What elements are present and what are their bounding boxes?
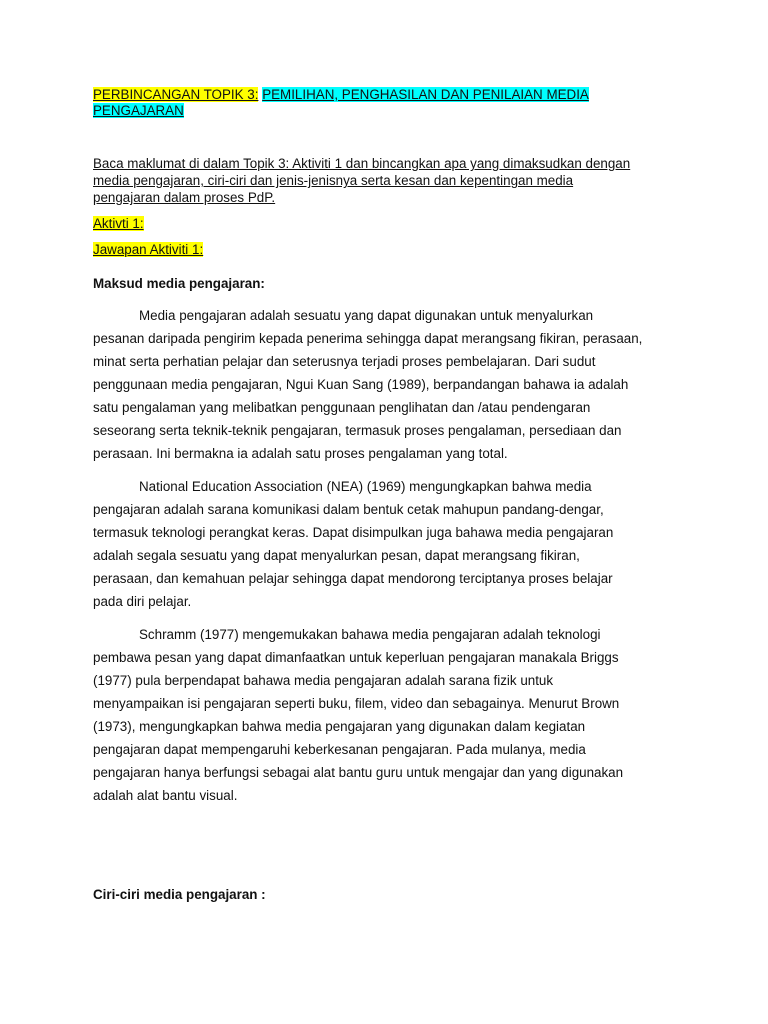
paragraph-line: National Education Association (NEA) (1969) mengungkapkan bahwa media (139, 479, 592, 494)
instruction-line: media pengajaran, ciri-ciri dan jenis-jenisnya serta kesan dan kepentingan media (93, 173, 574, 188)
paragraph-line: penggunaan media pengajaran, Ngui Kuan Sang (1989), berpandangan bahawa ia adalah (93, 377, 629, 392)
instruction (93, 155, 630, 206)
instruction-line: Baca maklumat di dalam Topik 3: Aktiviti 1 dan bincangkan apa yang dimaksudkan dengan (93, 156, 631, 171)
paragraph-line: Schramm (1977) mengemukakan bahawa media pengajaran adalah teknologi (139, 627, 601, 642)
jawapan-label: Jawapan Aktiviti 1: (93, 242, 204, 257)
paragraph-line: satu pengalaman yang melibatkan penggunaan penglihatan dan /atau pendengaran (93, 400, 591, 415)
paragraph-line: termasuk teknologi perangkat keras. Dapat disimpulkan juga bahawa media pengajaran (93, 525, 614, 540)
paragraph-line: minat serta perhatian pelajar dan seterusnya terjadi proses pembelajaran. Dari sudut (93, 354, 596, 369)
paragraph-line: Media pengajaran adalah sesuatu yang dapat digunakan untuk menyalurkan (139, 308, 594, 323)
paragraph-1 (93, 304, 642, 465)
document-title (93, 87, 589, 119)
paragraph-line: pada diri pelajar. (93, 594, 192, 609)
paragraph-line: pesanan daripada pengirim kepada penerima sehingga dapat merangsang fikiran, perasaan, (93, 331, 643, 346)
paragraph-line: seseorang serta teknik-teknik pengajaran, termasuk proses pengalaman, persediaan dan (93, 423, 622, 438)
paragraph-line: adalah segala sesuatu yang dapat menyalurkan pesan, dapat merangsang fikiran, (93, 548, 580, 563)
paragraph-line: menyampaikan isi pengajaran seperti buku, filem, video dan sebagainya. Menurut Brown (93, 696, 620, 711)
paragraph-2 (93, 475, 613, 613)
heading-ciri-ciri: Ciri-ciri media pengajaran : (93, 887, 266, 902)
paragraph-line: perasaan. Ini bermakna ia adalah satu proses pengalaman yang total. (93, 446, 508, 461)
paragraph-line: perasaan, dan kemahuan pelajar sehingga dapat mendorong terciptanya proses belajar (93, 571, 613, 586)
paragraph-line: adalah alat bantu visual. (93, 788, 238, 803)
title-line1: PEMILIHAN, PENGHASILAN DAN PENILAIAN MEDIA (262, 87, 589, 102)
paragraph-line: pengajaran adalah sarana komunikasi dalam bentuk cetak mahupun pandang-dengar, (93, 502, 604, 517)
instruction-line: pengajaran dalam proses PdP. (93, 190, 276, 205)
paragraph-line: pembawa pesan yang dapat dimanfaatkan untuk keperluan pengajaran manakala Briggs (93, 650, 619, 665)
paragraph-3 (93, 623, 623, 807)
paragraph-line: pengajaran dapat mempengaruhi keberkesanan pengajaran. Pada mulanya, media (93, 742, 586, 757)
aktiviti-label: Aktivti 1: (93, 216, 144, 231)
paragraph-line: pengajaran hanya berfungsi sebagai alat bantu guru untuk mengajar dan yang digunakan (93, 765, 624, 780)
title-line2: PENGAJARAN (93, 103, 184, 118)
heading-maksud: Maksud media pengajaran: (93, 276, 265, 291)
title-prefix: PERBINCANGAN TOPIK 3: (93, 87, 259, 102)
paragraph-line: (1973), mengungkapkan bahwa media pengajaran yang digunakan dalam kegiatan (93, 719, 586, 734)
paragraph-line: (1977) pula berpendapat bahawa media pengajaran adalah sarana fizik untuk (93, 673, 554, 688)
